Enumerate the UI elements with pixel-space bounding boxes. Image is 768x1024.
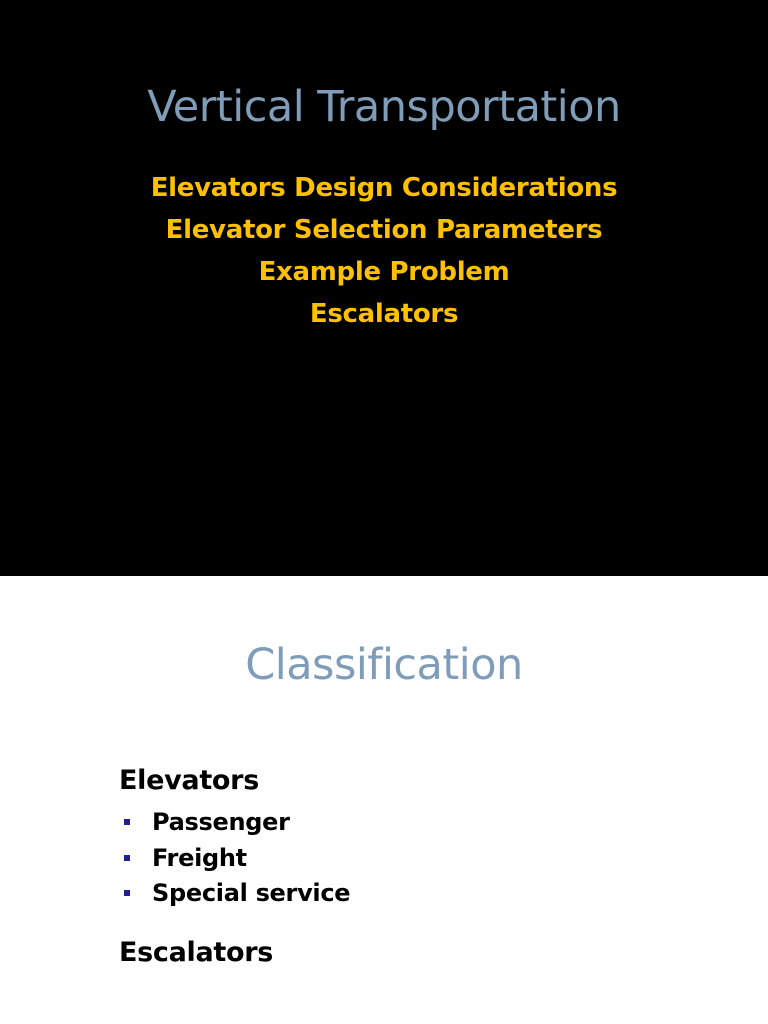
square-bullet-icon (124, 855, 130, 861)
list-item-label: Special service (152, 879, 351, 907)
section-heading-elevators: Elevators (119, 765, 259, 796)
topic-item: Escalators (309, 299, 459, 329)
topic-item: Example Problem (258, 257, 510, 287)
topic-item: Elevator Selection Parameters (165, 215, 603, 245)
section-heading-escalators: Escalators (119, 937, 274, 968)
square-bullet-icon (124, 819, 130, 825)
slide-title: Classification (245, 640, 523, 690)
slide-title: Vertical Transportation (147, 82, 621, 132)
topic-item: Elevators Design Considerations (150, 173, 618, 203)
list-item (124, 876, 350, 912)
list-item (124, 805, 350, 841)
list-item-label: Freight (152, 843, 247, 872)
square-bullet-icon (124, 890, 130, 896)
list-item (124, 841, 350, 877)
slide-classification (0, 576, 768, 1024)
topic-list (0, 167, 768, 335)
list-item-label: Passenger (152, 808, 290, 836)
elevator-type-list (124, 805, 350, 912)
